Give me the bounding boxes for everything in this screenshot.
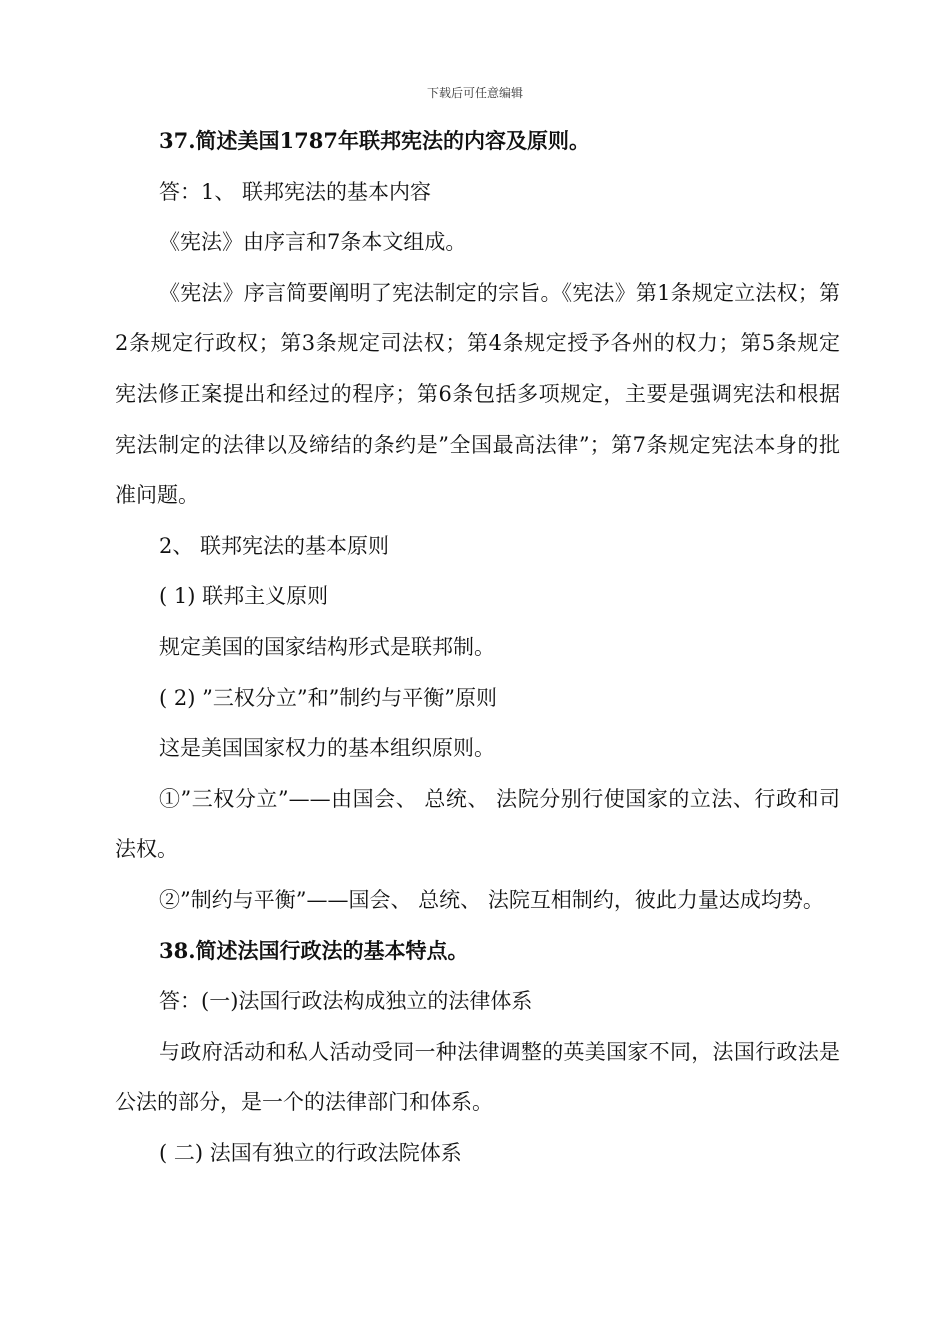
answer-38-section-1-heading: 答：(一)法国行政法构成独立的法律体系 <box>159 989 533 1014</box>
answer-37-list-item: ①”三权分立”——由国会、 总统、 法院分别行使国家的立法、行政和司法权。 <box>115 786 840 862</box>
page-header: 下载后可任意编辑 <box>426 86 523 100</box>
answer-38-paragraph: 与政府活动和私人活动受同一种法律调整的英美国家不同，法国行政法是公法的部分，是一个的法律部门和体系。 <box>115 1039 840 1115</box>
question-37-title: 37.简述美国1787年联邦宪法的内容及原则。 <box>159 128 590 153</box>
answer-37-paragraph: 《宪法》由序言和7条本文组成。 <box>159 230 467 255</box>
answer-37-subheading: ( 2) ”三权分立”和”制约与平衡”原则 <box>159 685 498 710</box>
question-38-title: 38.简述法国行政法的基本特点。 <box>159 937 469 963</box>
answer-38-section-2-heading: ( 二) 法国有独立的行政法院体系 <box>159 1140 462 1165</box>
answer-37-section-2-heading: 2、 联邦宪法的基本原则 <box>159 533 390 558</box>
document-body <box>115 116 840 1178</box>
answer-37-paragraph: 规定美国的国家结构形式是联邦制。 <box>159 634 495 659</box>
answer-37-section-1-heading: 答：1、 联邦宪法的基本内容 <box>159 179 432 204</box>
answer-37-list-item: ②”制约与平衡”——国会、 总统、 法院互相制约，彼此力量达成均势。 <box>159 887 824 912</box>
answer-37-paragraph: 《宪法》序言简要阐明了宪法制定的宗旨。《宪法》第1条规定立法权；第2条规定行政权；第3条规定司法权；第4条规定授予各州的权力；第5条规定宪法修正案提出和经过的程序；第6条包括多项规定，主要是强调宪法和根据宪法制定的法律以及缔结的条约是”全国最高法律”；第7条规定宪法本身的批准问题。 <box>115 280 840 508</box>
answer-37-subheading: ( 1) 联邦主义原则 <box>159 584 329 609</box>
answer-37-paragraph: 这是美国国家权力的基本组织原则。 <box>159 736 495 761</box>
